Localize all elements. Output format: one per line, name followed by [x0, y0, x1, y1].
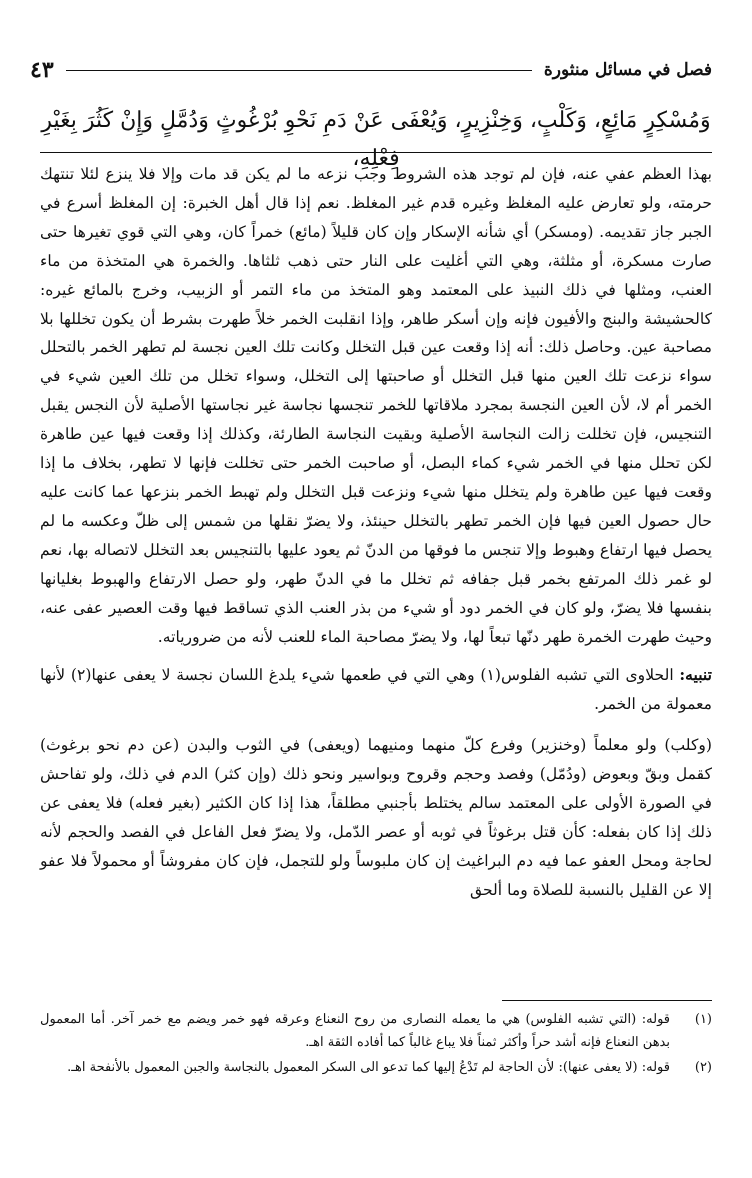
tanbih-note — [40, 661, 712, 719]
footnotes — [40, 1008, 712, 1081]
matn-divider — [40, 152, 712, 153]
tanbih-text: الحلاوى التي تشبه الفلوس(١) وهي التي في طعمها شيء يلدغ اللسان نجسة لا يعفى عنها(٢) لأنها معمولة من الخمر. — [40, 666, 712, 714]
footnote-2 — [40, 1056, 712, 1079]
page-number: ٤٣ — [30, 57, 54, 83]
matn-text: وَمُسْكِرٍ مَائِعٍ، وَكَلْبٍ، وَخِنْزِيرٍ، وَيُعْفَى عَنْ دَمِ نَحْوِ بُرْغُوثٍ وَدُمَّلٍ وَإِنْ كَثُرَ بِغَيْرِ فِعْلِهِ، — [41, 108, 711, 171]
paragraph-1: بهذا العظم عفي عنه، فإن لم توجد هذه الشروط وجب نزعه ما لم يكن قد مات وإلا فلا ينزع لئلا تنتهك حرمته، ولو تعارض عليه المغلظ وغيره قدم غير المغلظ. نعم إذا قال أهل الخبرة: إن المغلظ أسرع في الجبر جاز تقديمه. (ومسكر) أي شأنه الإسكار وإن كان قليلاً (مائع) خمراً كان، وهي التي قوي تغيرها حتى صارت مسكرة، أو مثلثة، وهي التي أغليت على النار حتى ذهب ثلثاها. والخمرة هي المتخذة من ماء العنب، ومثلها في ذلك النبيذ على المعتمد وهو المتخذ من ماء التمر أو الزبيب، وخرج بالمائع غيره: كالحشيشة والبنج والأفيون فإنه وإن أسكر طاهر، وإذا انقلبت الخمر خلاً طهرت بشرط أن يكون تخللها بلا مصاحبة عين. وحاصل ذلك: أنه إذا وقعت عين قبل التخلل وكانت تلك العين نجسة لم تطهر الخمر بالتحلل سواء نزعت تلك العين منها قبل التخلل أو صاحبتها إلى التخلل، وسواء تخلل من تلك العين شيء في الخمر أم لا، لأن العين النجسة بمجرد ملاقاتها للخمر تنجسها نجاسة غير نجاستها الأصلية لأن النجس يقبل التنجيس، فإن تخللت زالت النجاسة الأصلية وبقيت النجاسة الطارئة، وكذلك إذا وقعت فيها عين طاهرة لكن تحلل منها في الخمر شيء كماء البصل، أو صاحبت الخمر حتى تخللت فإنها لا تطهر، بخلاف ما إذا وقعت فيها عين طاهرة ولم يتخلل منها شيء ونزعت قبل التخلل ولم تهبط الخمر بنزعها عما كانت عليه حال حصول العين فيها فإن الخمر تطهر بالتخلل حينئذ، ولا يضرّ نقلها من شمس إلى ظلّ وعكسه ما لم يحصل فيها ارتفاع وهبوط وإلا تنجس ما فوقها من الدنّ ثم يعود عليها بالتنجيس بعد التخلل لاتصاله بها، نعم لو غمر ذلك المرتفع بخمر قبل جفافه ثم تخلل ما في الدنّ طهر، ولو حصل الارتفاع والهبوط بغليانها بنفسها فلا يضرّ، ولو كان في الخمر دود أو شيء من بذر العنب الذي تساقط فيها وقت العصير عفى عنه، وحيث طهرت الخمرة طهر دنّها تبعاً لها، ولا يضرّ مصاحبة الماء للعنب لأنه من ضرورياته. — [40, 165, 712, 646]
footnote-1 — [40, 1008, 712, 1054]
running-title: فصل في مسائل منثورة — [543, 60, 712, 80]
page-header — [30, 52, 712, 88]
footnote-divider — [502, 1000, 712, 1001]
paragraph-3: (وكلب) ولو معلماً (وخنزير) وفرع كلّ منهما ومنيهما (ويعفى) في الثوب والبدن (عن دم نحو برغوث) كقمل وبقّ وبعوض (ودُمّل) وفصد وحجم وقروح وبواسير ونحو ذلك (وإن كثر) الدم في ذلك، ولو تفاحش في الصورة الأولى على المعتمد سالم يختلط بأجنبي مطلقاً، هذا إذا كان الكثير (بغير فعله) فلا يعفى عن ذلك إذا كان بفعله: كأن قتل برغوثاً في ثوبه أو عصر الدّمل، ولا يضرّ فعل الفاعل في الفصد والحجم لأنه لحاجة ومحل العفو عما فيه دم البراغيث إن كان ملبوساً ولو للتجمل، فإن كان مفروشاً أو محمولاً فلا عفو إلا عن القليل بالنسبة للصلاة وما ألحق — [40, 736, 712, 899]
commentary-body — [40, 160, 712, 905]
footnote-text: قوله: (التي تشبه الفلوس) هي ما يعمله النصارى من روح النعناع وعرقه فهو خمر ويضم مع خمر آخر. أما المعمول بدهن النعناع فإنه أشد حراً وأكثر ثمناً فلا يباع غالباً كما أفاده الثقة اهـ. — [40, 1012, 670, 1050]
footnote-number: (٢) — [694, 1060, 712, 1075]
footnote-number: (١) — [694, 1012, 712, 1027]
footnote-text: قوله: (لا يعفى عنها): لأن الحاجة لم تَدْعُ إليها كما تدعو الى السكر المعمول بالنجاسة والجبن المعمول بالأنفحة اهـ. — [67, 1060, 670, 1075]
header-rule — [66, 70, 532, 71]
tanbih-label: تنبيه: — [679, 665, 712, 685]
